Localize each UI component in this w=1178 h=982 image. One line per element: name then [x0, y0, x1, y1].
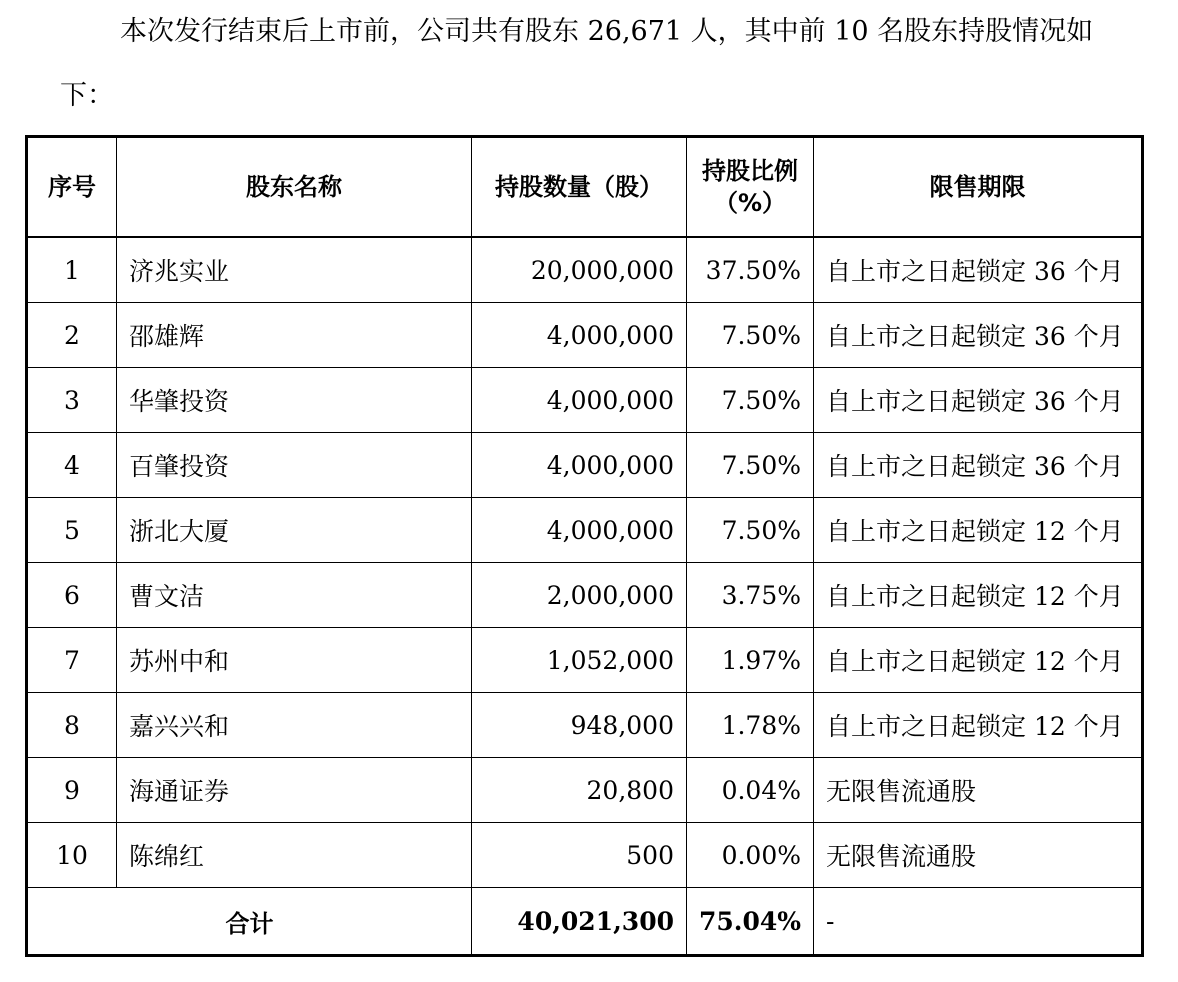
table-row — [27, 368, 1143, 433]
cell-no: 8 — [27, 693, 117, 758]
table-row — [27, 693, 1143, 758]
table-row — [27, 237, 1143, 303]
header-lockup: 限售期限 — [814, 137, 1143, 238]
cell-lockup: 自上市之日起锁定 36 个月 — [814, 433, 1143, 498]
cell-shares: 500 — [472, 823, 687, 888]
cell-no: 3 — [27, 368, 117, 433]
cell-shares: 948,000 — [472, 693, 687, 758]
cell-no: 4 — [27, 433, 117, 498]
total-ratio: 75.04% — [687, 888, 814, 956]
cell-ratio: 7.50% — [687, 368, 814, 433]
header-shares: 持股数量（股） — [472, 137, 687, 238]
cell-ratio: 7.50% — [687, 498, 814, 563]
cell-no: 1 — [27, 237, 117, 303]
cell-shares: 2,000,000 — [472, 563, 687, 628]
table-header-row — [27, 137, 1143, 238]
cell-shares: 20,800 — [472, 758, 687, 823]
cell-lockup: 无限售流通股 — [814, 758, 1143, 823]
cell-shares: 20,000,000 — [472, 237, 687, 303]
cell-name: 华肇投资 — [117, 368, 472, 433]
table-row — [27, 823, 1143, 888]
total-lockup: - — [814, 888, 1143, 956]
cell-shares: 4,000,000 — [472, 433, 687, 498]
header-ratio: 持股比例（%） — [687, 137, 814, 238]
table-row — [27, 628, 1143, 693]
cell-shares: 4,000,000 — [472, 368, 687, 433]
cell-lockup: 无限售流通股 — [814, 823, 1143, 888]
header-no: 序号 — [27, 137, 117, 238]
cell-ratio: 37.50% — [687, 237, 814, 303]
cell-name: 嘉兴兴和 — [117, 693, 472, 758]
table-row — [27, 433, 1143, 498]
table-row — [27, 563, 1143, 628]
cell-name: 陈绵红 — [117, 823, 472, 888]
total-label: 合计 — [27, 888, 472, 956]
cell-no: 9 — [27, 758, 117, 823]
cell-name: 曹文洁 — [117, 563, 472, 628]
cell-lockup: 自上市之日起锁定 12 个月 — [814, 693, 1143, 758]
cell-lockup: 自上市之日起锁定 12 个月 — [814, 498, 1143, 563]
cell-no: 6 — [27, 563, 117, 628]
cell-name: 浙北大厦 — [117, 498, 472, 563]
table-row — [27, 758, 1143, 823]
cell-lockup: 自上市之日起锁定 36 个月 — [814, 368, 1143, 433]
cell-no: 5 — [27, 498, 117, 563]
cell-lockup: 自上市之日起锁定 36 个月 — [814, 303, 1143, 368]
table-row — [27, 498, 1143, 563]
total-shares: 40,021,300 — [472, 888, 687, 956]
total-row — [27, 888, 1143, 956]
cell-name: 邵雄辉 — [117, 303, 472, 368]
cell-no: 7 — [27, 628, 117, 693]
cell-lockup: 自上市之日起锁定 36 个月 — [814, 237, 1143, 303]
cell-name: 海通证券 — [117, 758, 472, 823]
intro-text: 本次发行结束后上市前，公司共有股东 26,671 人，其中前 10 名股东持股情况如下： — [60, 16, 1094, 111]
cell-ratio: 1.97% — [687, 628, 814, 693]
cell-shares: 4,000,000 — [472, 303, 687, 368]
header-name: 股东名称 — [117, 137, 472, 238]
cell-lockup: 自上市之日起锁定 12 个月 — [814, 628, 1143, 693]
cell-ratio: 0.00% — [687, 823, 814, 888]
cell-shares: 1,052,000 — [472, 628, 687, 693]
cell-name: 苏州中和 — [117, 628, 472, 693]
cell-no: 2 — [27, 303, 117, 368]
cell-ratio: 7.50% — [687, 303, 814, 368]
table-row — [27, 303, 1143, 368]
cell-lockup: 自上市之日起锁定 12 个月 — [814, 563, 1143, 628]
top-shareholders-table — [25, 135, 1144, 957]
cell-ratio: 0.04% — [687, 758, 814, 823]
cell-no: 10 — [27, 823, 117, 888]
cell-ratio: 3.75% — [687, 563, 814, 628]
intro-paragraph — [60, 0, 1140, 128]
cell-name: 济兆实业 — [117, 237, 472, 303]
cell-ratio: 7.50% — [687, 433, 814, 498]
cell-ratio: 1.78% — [687, 693, 814, 758]
cell-shares: 4,000,000 — [472, 498, 687, 563]
cell-name: 百肇投资 — [117, 433, 472, 498]
